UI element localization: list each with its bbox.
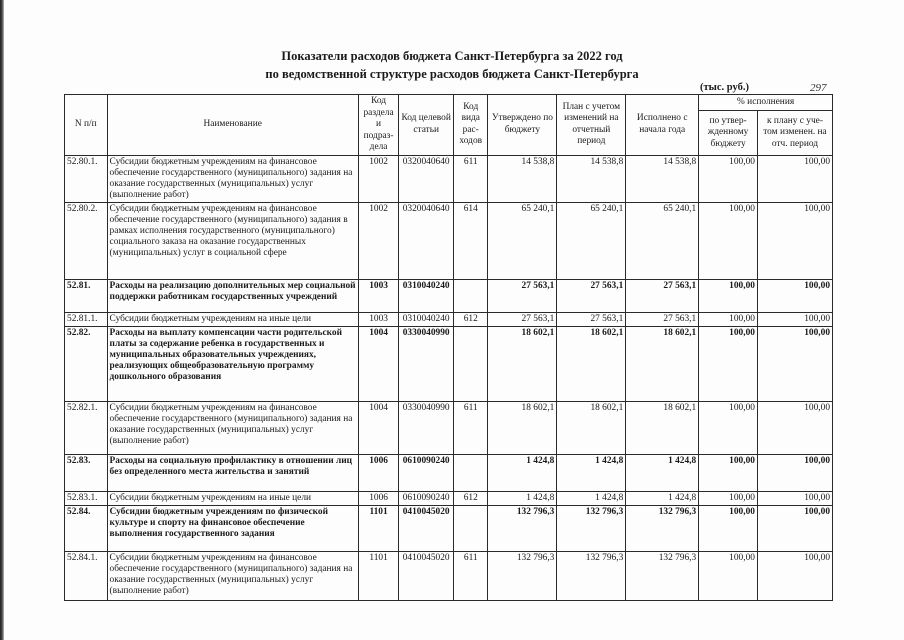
row-executed: 1 424,8 — [626, 491, 699, 505]
row-pct-budget: 100,00 — [699, 491, 758, 505]
row-approved: 18 602,1 — [488, 326, 557, 401]
table-row — [65, 155, 833, 202]
table-row — [65, 551, 833, 600]
row-section-code: 1004 — [358, 401, 399, 454]
row-target-code: 0330040990 — [399, 326, 454, 401]
row-executed: 132 796,3 — [626, 551, 699, 600]
row-section-code: 1003 — [358, 312, 399, 326]
row-number: 52.81.1. — [65, 312, 108, 326]
unit-label: (тыс. руб.) — [700, 82, 749, 93]
table-row — [65, 279, 833, 312]
header-pct-plan: к плану с уче-том изменен. на отч. период — [757, 111, 832, 155]
row-number: 52.82. — [65, 326, 108, 401]
row-approved: 27 563,1 — [488, 312, 557, 326]
header-pct-group: % исполнения — [699, 95, 833, 111]
row-target-code: 0610090240 — [399, 454, 454, 491]
row-executed: 18 602,1 — [626, 401, 699, 454]
row-approved: 27 563,1 — [488, 279, 557, 312]
row-plan: 65 240,1 — [557, 202, 626, 279]
row-approved: 132 796,3 — [488, 551, 557, 600]
row-executed: 1 424,8 — [626, 454, 699, 491]
row-pct-budget: 100,00 — [699, 551, 758, 600]
row-pct-plan: 100,00 — [757, 279, 832, 312]
row-kind-code — [454, 326, 488, 401]
row-pct-plan: 100,00 — [757, 551, 832, 600]
row-pct-plan: 100,00 — [757, 326, 832, 401]
row-number: 52.80.1. — [65, 155, 108, 202]
row-kind-code — [454, 454, 488, 491]
row-pct-budget: 100,00 — [699, 312, 758, 326]
row-plan: 14 538,8 — [557, 155, 626, 202]
row-name: Субсидии бюджетным учреждениям на иные цели — [107, 312, 358, 326]
row-target-code: 0310040240 — [399, 312, 454, 326]
document-title-line2: по ведомственной структуре расходов бюджета Санкт-Петербурга — [265, 67, 639, 81]
header-executed: Исполнено с начала года — [626, 95, 699, 156]
row-executed: 132 796,3 — [626, 505, 699, 551]
row-kind-code: 612 — [454, 312, 488, 326]
row-kind-code: 611 — [454, 401, 488, 454]
row-number: 52.83.1. — [65, 491, 108, 505]
document-title-line1: Показатели расходов бюджета Санкт-Петербурга за 2022 год — [281, 49, 623, 63]
row-target-code: 0320040640 — [399, 202, 454, 279]
row-executed: 18 602,1 — [626, 326, 699, 401]
table-row — [65, 326, 833, 401]
header-section: Код раздела и подраз-дела — [358, 95, 399, 156]
row-approved: 1 424,8 — [488, 454, 557, 491]
row-plan: 1 424,8 — [557, 491, 626, 505]
row-plan: 27 563,1 — [557, 279, 626, 312]
row-pct-plan: 100,00 — [757, 155, 832, 202]
row-number: 52.83. — [65, 454, 108, 491]
row-plan: 1 424,8 — [557, 454, 626, 491]
table-row — [65, 491, 833, 505]
header-plan: План с учетом изменений на отчетный период — [557, 95, 626, 156]
row-name: Расходы на социальную профилактику в отношении лиц без определенного места жительства и занятий — [107, 454, 358, 491]
row-number: 52.84.1. — [65, 551, 108, 600]
row-kind-code — [454, 505, 488, 551]
row-section-code: 1003 — [358, 279, 399, 312]
table-row — [65, 454, 833, 491]
row-section-code: 1101 — [358, 505, 399, 551]
row-number: 52.81. — [65, 279, 108, 312]
row-pct-plan: 100,00 — [757, 505, 832, 551]
budget-table — [64, 94, 833, 601]
row-plan: 18 602,1 — [557, 326, 626, 401]
table-row — [65, 505, 833, 551]
row-pct-budget: 100,00 — [699, 279, 758, 312]
row-section-code: 1006 — [358, 454, 399, 491]
row-name: Субсидии бюджетным учреждениям на финансовое обеспечение государственного (муниципального) задания в рамках исполнения государственного (муниципального) социального заказа на оказание государственных (муниципальных) услуг в социальной сфере — [107, 202, 358, 279]
row-target-code: 0330040990 — [399, 401, 454, 454]
row-section-code: 1002 — [358, 155, 399, 202]
header-pct-budget: по утвер-жденному бюджету — [699, 111, 758, 155]
row-name: Субсидии бюджетным учреждениям на иные цели — [107, 491, 358, 505]
row-section-code: 1002 — [358, 202, 399, 279]
row-kind-code — [454, 279, 488, 312]
row-executed: 27 563,1 — [626, 279, 699, 312]
row-name: Расходы на реализацию дополнительных мер социальной поддержки работникам государственных учреждений — [107, 279, 358, 312]
row-target-code: 0410045020 — [399, 505, 454, 551]
header-approved: Утверждено по бюджету — [488, 95, 557, 156]
row-pct-budget: 100,00 — [699, 155, 758, 202]
row-plan: 18 602,1 — [557, 401, 626, 454]
row-pct-budget: 100,00 — [699, 505, 758, 551]
row-approved: 18 602,1 — [488, 401, 557, 454]
header-name: Наименование — [107, 95, 358, 156]
row-pct-budget: 100,00 — [699, 401, 758, 454]
header-target: Код целевой статьи — [399, 95, 454, 156]
row-executed: 65 240,1 — [626, 202, 699, 279]
row-number: 52.82.1. — [65, 401, 108, 454]
row-target-code: 0310040240 — [399, 279, 454, 312]
header-num: N п/п — [65, 95, 108, 156]
row-pct-plan: 100,00 — [757, 312, 832, 326]
row-name: Расходы на выплату компенсации части родительской платы за содержание ребенка в государственных и муниципальных образовательных учреждениях, реализующих общеобразовательную программу дошкольного образования — [107, 326, 358, 401]
row-section-code: 1006 — [358, 491, 399, 505]
scan-edge — [0, 0, 4, 640]
row-plan: 132 796,3 — [557, 551, 626, 600]
row-executed: 14 538,8 — [626, 155, 699, 202]
header-kind: Код вида рас-ходов — [454, 95, 488, 156]
row-pct-plan: 100,00 — [757, 401, 832, 454]
table-header — [65, 95, 833, 156]
row-approved: 132 796,3 — [488, 505, 557, 551]
row-target-code: 0410045020 — [399, 551, 454, 600]
table-row — [65, 202, 833, 279]
row-target-code: 0320040640 — [399, 155, 454, 202]
row-executed: 27 563,1 — [626, 312, 699, 326]
row-kind-code: 612 — [454, 491, 488, 505]
row-plan: 132 796,3 — [557, 505, 626, 551]
table-row — [65, 401, 833, 454]
row-kind-code: 611 — [454, 155, 488, 202]
row-target-code: 0610090240 — [399, 491, 454, 505]
row-number: 52.80.2. — [65, 202, 108, 279]
row-name: Субсидии бюджетным учреждениям на финансовое обеспечение государственного (муниципального) задания на оказание государственных (муниципальных) услуг (выполнение работ) — [107, 551, 358, 600]
row-pct-plan: 100,00 — [757, 454, 832, 491]
row-section-code: 1101 — [358, 551, 399, 600]
row-kind-code: 614 — [454, 202, 488, 279]
row-pct-plan: 100,00 — [757, 491, 832, 505]
row-pct-plan: 100,00 — [757, 202, 832, 279]
table-row — [65, 312, 833, 326]
page-number: 297 — [810, 82, 827, 94]
row-name: Субсидии бюджетным учреждениям на финансовое обеспечение государственного (муниципального) задания на оказание государственных (муниципальных) услуг (выполнение работ) — [107, 401, 358, 454]
row-pct-budget: 100,00 — [699, 326, 758, 401]
row-name: Субсидии бюджетным учреждениям по физической культуре и спорту на финансовое обеспечение выполнения государственного задания — [107, 505, 358, 551]
row-number: 52.84. — [65, 505, 108, 551]
row-approved: 14 538,8 — [488, 155, 557, 202]
row-pct-budget: 100,00 — [699, 454, 758, 491]
row-approved: 65 240,1 — [488, 202, 557, 279]
row-name: Субсидии бюджетным учреждениям на финансовое обеспечение государственного (муниципального) задания на оказание государственных (муниципальных) услуг (выполнение работ) — [107, 155, 358, 202]
row-kind-code: 611 — [454, 551, 488, 600]
row-plan: 27 563,1 — [557, 312, 626, 326]
row-section-code: 1004 — [358, 326, 399, 401]
table-body — [65, 155, 833, 600]
row-approved: 1 424,8 — [488, 491, 557, 505]
row-pct-budget: 100,00 — [699, 202, 758, 279]
